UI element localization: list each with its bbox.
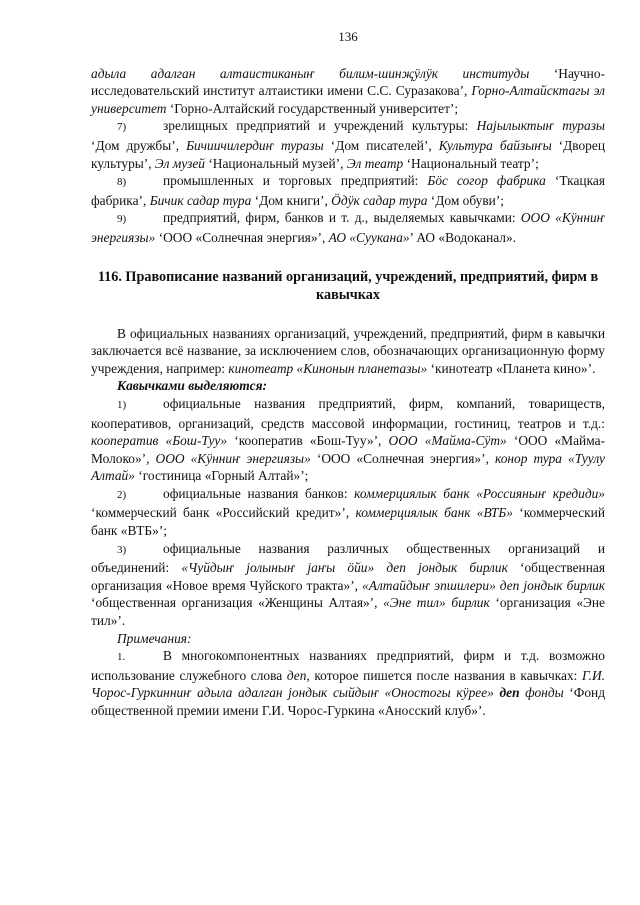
list-item-2 — [91, 485, 605, 540]
italic-term: Ӧдӱк садар тура — [331, 192, 428, 208]
italic-term: коммерциялык банк «ВТБ» — [355, 505, 513, 521]
italic-term: Культура байзыҥы — [438, 137, 552, 153]
italic-term: коммерциялык банк «Россияныҥ кредиди» — [354, 485, 605, 501]
translation: ‘ООО «Солнечная энергия»’, — [155, 229, 329, 245]
italic-term: ООО «Майма-Сӱт» — [388, 433, 507, 449]
list-item-3 — [91, 540, 605, 630]
list-text: зрелищных предприятий и учреждений культуры: — [163, 118, 477, 134]
italic-term: Бичиичилердиҥ туразы — [186, 137, 324, 153]
body-text: В официальных названиях организаций, учреждений, предприятий, фирм в кавычки заключается всё название, за исключением слов, обозначающих организационную форму учреждения, например: — [91, 325, 605, 376]
translation: ‘кинотеатр «Планета кино»’. — [427, 360, 596, 376]
translation: ‘Научно-исследовательский институт алтаистики имени С.С. Суразакова’, — [91, 65, 605, 99]
translation: ‘гостиница «Горный Алтай»’; — [134, 468, 309, 484]
translation: ‘Национальный музей’, — [204, 155, 347, 171]
list-number: 1) — [117, 398, 127, 411]
list-text: официальные названия различных общественных организаций и объединений: — [91, 540, 605, 576]
body-text: В многокомпонентных названиях предприятий, фирм и т.д. возможно использование служебного слова — [91, 648, 605, 683]
translation: ‘коммерческий банк «ВТБ»’; — [91, 505, 605, 539]
bold-italic-term: деп — [499, 685, 520, 701]
list-text: официальные названия предприятий, фирм, компаний, товариществ, кооперативов, организаций, средств массовой информации, гостиниц, театров и т.д.: — [91, 395, 605, 431]
translation: ‘Дом обуви’; — [427, 192, 505, 208]
translation: ‘Национальный театр’; — [403, 155, 539, 171]
note-1 — [91, 647, 605, 719]
italic-term: кооператив «Бош-Туу» — [91, 433, 228, 449]
italic-term: ООО «Кӱнниҥ энергиязы» — [91, 210, 605, 245]
italic-term: «Эне тил» бирлик — [383, 595, 490, 611]
italic-term: Наjылыктыҥ туразы — [476, 118, 605, 134]
italic-term: деп — [286, 667, 307, 683]
italic-term: «Чуйдыҥ jолыныҥ jаҥы ӧйи» деп jондык бирлик — [181, 560, 508, 576]
list-item-7 — [91, 117, 605, 172]
translation: ‘ООО «Майма-Молоко»’, — [91, 433, 605, 466]
translation: ‘кооператив «Бош-Туу»’, — [227, 433, 389, 449]
translation: ‘Дворец культуры’, — [91, 137, 605, 171]
italic-term: «Алтайдыҥ эпшилери» деп jондык бирлик — [362, 577, 605, 593]
italic-term: фонды — [519, 685, 564, 701]
translation: ‘Ткацкая фабрика’, — [91, 173, 605, 208]
translation: ‘ООО «Солнечная энергия»’, — [310, 450, 495, 466]
italic-term: кинотеатр «Кинонын планетазы» — [228, 360, 428, 376]
list-item-8 — [91, 172, 605, 209]
body-text: , которое пишется после названия в кавычках: — [306, 667, 583, 683]
notes-label: Примечания: — [117, 630, 192, 646]
italic-term: ООО «Кӱнниҥ энергиязы» — [155, 450, 311, 466]
paragraph-continuation — [91, 65, 605, 118]
italic-term: Эл музей — [154, 155, 205, 171]
list-text: предприятий, фирм, банков и т. д., выделяемых кавычками: — [163, 210, 521, 226]
translation: ‘Фонд общественной премии имени Г.И. Чорос-Гуркина «Аносский клуб»’. — [91, 685, 606, 718]
list-item-1 — [91, 395, 605, 485]
translation: ‘Дом книги’, — [251, 192, 332, 208]
translation: ‘коммерческий банк «Российский кредит»’, — [91, 505, 356, 521]
translation: ’ АО «Водоканал». — [409, 229, 517, 245]
page-number: 136 — [338, 29, 358, 44]
italic-term: АО «Суукана» — [328, 229, 410, 245]
translation: ‘общественная организация «Новое время Чуйского тракта»’, — [91, 560, 605, 593]
note-number: 1. — [117, 651, 126, 664]
list-number: 7) — [117, 121, 127, 134]
list-number: 3) — [117, 543, 127, 556]
translation: ‘Горно-Алтайский государственный университет’; — [166, 100, 459, 116]
italic-term: Г.И. Чорос-Гуркинниҥ адыла адалган jондык сыйдыҥ «Оностогы кӱрее» — [91, 667, 605, 701]
list-text: промышленных и торговых предприятий: — [163, 173, 428, 189]
italic-term: Горно-Алтайсктагы эл университет — [91, 83, 606, 116]
italic-term: адыла адалган алтаистиканыҥ билим-шинҗӱлӱк институды — [91, 65, 530, 81]
list-number: 9) — [117, 213, 127, 226]
translation: ‘Дом дружбы’, — [91, 137, 187, 153]
italic-term: Бичик садар тура — [149, 192, 252, 208]
translation: ‘общественная организация «Женщины Алтая»’, — [91, 595, 384, 611]
list-text: официальные названия банков: — [163, 485, 355, 501]
italic-term: Эл театр — [346, 155, 404, 171]
intro-paragraph — [91, 325, 605, 378]
subheading: Кавычками выделяются: — [117, 378, 267, 394]
translation: ‘организация «Эне тил»’. — [91, 595, 605, 629]
list-number: 8) — [117, 176, 127, 189]
section-heading: 116. Правописание названий организаций, учреждений, предприятий, фирм в кавычках — [97, 268, 599, 303]
list-item-9 — [91, 209, 605, 246]
italic-term: конор тура «Туулу Алтай» — [91, 450, 605, 484]
italic-term: Бӧс согор фабрика — [427, 173, 546, 189]
translation: ‘Дом писателей’, — [323, 137, 439, 153]
list-number: 2) — [117, 488, 127, 501]
